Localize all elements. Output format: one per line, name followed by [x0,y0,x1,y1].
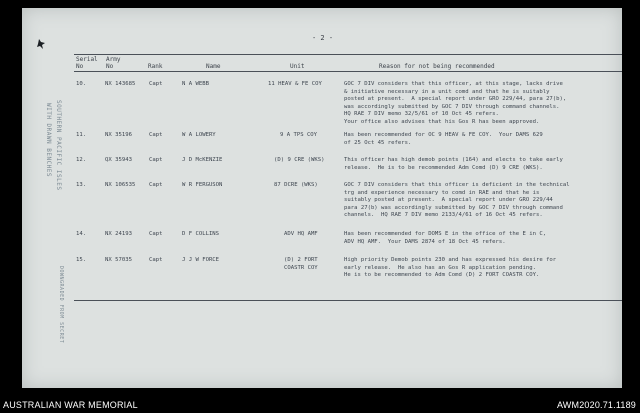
serial-number: 13. [76,182,87,188]
rank: Capt [149,157,163,163]
unit: 11 HEAV & FE COY [268,81,322,87]
officer-name: J J W FORCE [182,257,220,263]
army-number: QX 35943 [105,157,132,163]
rank: Capt [149,132,163,138]
header-rule-top [74,54,622,55]
side-stamp: DOWNGRADED FROM SECRET [58,266,64,344]
serial-number: 15. [76,257,87,263]
document-page [22,8,622,388]
serial-number: 11. [76,132,87,138]
header-name: Name [206,63,221,70]
rank: Capt [149,81,163,87]
serial-number: 10. [76,81,87,87]
page-number: - 2 - [312,34,334,42]
side-stamp: WITH DRAWN BENCHES [45,103,52,178]
header-rule-bottom [74,71,622,72]
header-reason: Reason for not being recommended [379,63,495,70]
side-stamp: SOUTHERN PACIFIC ISLES [55,100,62,191]
footer-accession-number: AWM2020.71.1189 [556,400,636,410]
unit: ADV HQ AMF [284,231,318,237]
serial-number: 14. [76,231,87,237]
header-army-no: Army No [106,56,121,70]
ink-blot [37,39,45,49]
reason: Has been recommended for OC 9 HEAV & FE COY. Your DAMS 629 of 25 Oct 45 refers. [344,132,543,146]
officer-name: W A LOWERY [182,132,216,138]
unit: (D) 9 CRE (WKS) [274,157,325,163]
table-bottom-rule [74,300,622,301]
army-number: NX 106535 [105,182,136,188]
army-number: NX 35196 [105,132,132,138]
unit: 87 DCRE (WKS) [274,182,318,188]
serial-number: 12. [76,157,87,163]
officer-name: N A WEBB [182,81,209,87]
officer-name: D F COLLINS [182,231,220,237]
rank: Capt [149,257,163,263]
officer-name: W R FERGUSON [182,182,223,188]
rank: Capt [149,231,163,237]
army-number: NX 57035 [105,257,132,263]
reason: Has been recommended for DOMS E in the office of the E in C, ADV HQ AMF. Your DAMS 2874 of 18 Oct 45 refers. [344,231,547,245]
army-number: NX 143685 [105,81,136,87]
reason: GOC 7 DIV considers that this officer, at this stage, lacks drive & initiative necessary in a unit comd and that he is suitably posted at present. A special report under GRO 229/44, para 27(b), was accordingly submitted by GOC 7 DIV through command channels. HQ RAE 7 DIV memo 32/5/61 of 10 Oct 45 refers. Your office also advises that his Gos R has been approved. [344,81,567,125]
footer-source: AUSTRALIAN WAR MEMORIAL [3,400,138,410]
unit: 9 A TPS COY [280,132,318,138]
reason: This officer has high demob points (164) and elects to take early release. He is to be recommended Adm Comd (D) 9 CRE (WKS). [344,157,563,171]
header-unit: Unit [290,63,305,70]
header-serial: Serial No [76,56,98,70]
reason: High priority Demob points 230 and has expressed his desire for early release. He also has an Gos R application pending. He is to be recommended to Adm Comd (D) 2 FORT COASTR COY. [344,257,557,279]
unit: (D) 2 FORT COASTR COY [284,257,318,271]
reason: GOC 7 DIV considers that this officer is deficient in the technical trg and experience necessary to comd in RAE and that he is suitably posted at present. A special report under GRO 229/44 para 27(b) was accordingly submitted by GOC 7 DIV through command channels. HQ RAE 7 DIV memo 2133/4/61 of 16 Oct 45 refers. [344,182,570,219]
army-number: NX 24193 [105,231,132,237]
archive-footer [0,397,640,413]
header-rank: Rank [148,63,163,70]
rank: Capt [149,182,163,188]
officer-name: J D McKENZIE [182,157,223,163]
